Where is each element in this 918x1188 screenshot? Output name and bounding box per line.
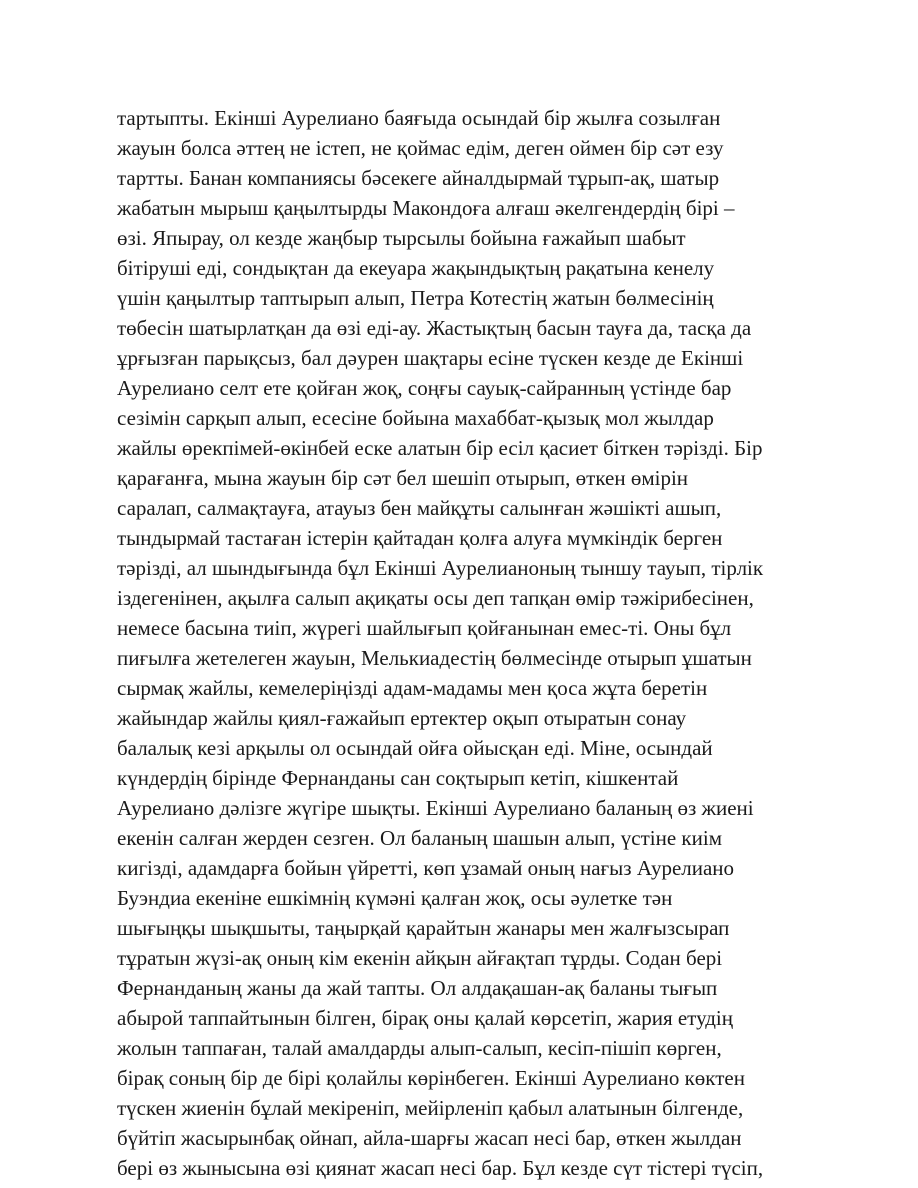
text-line: кигізді, адамдарға бойын үйретті, көп ұзамай оның нағыз Аурелиано	[117, 856, 735, 880]
text-line: қарағанға, мына жауын бір сәт бел шешіп отырып, өткен өмірін	[117, 466, 689, 490]
text-line: жабатын мырыш қаңылтырды Макондоға алғаш әкелгендердің бірі –	[117, 196, 735, 220]
text-line: жауын болса әттең не істеп, не қоймас едім, деген оймен бір сәт езу	[117, 136, 724, 160]
text-line: балалық кезі арқылы ол осындай ойға ойысқан еді. Міне, осындай	[117, 736, 713, 760]
body-text	[117, 103, 817, 1183]
text-line: бітіруші еді, сондықтан да екеуара жақындықтың рақатына кенелу	[117, 256, 715, 280]
text-line: сырмақ жайлы, кемелеріңізді адам-мадамы мен қоса жұта беретін	[117, 676, 708, 700]
text-line: тұратын жүзі-ақ оның кім екенін айқын айғақтап тұрды. Содан бері	[117, 946, 723, 970]
text-line: тәрізді, ал шындығында бұл Екінші Аурелианоның тыншу тауып, тірлік	[117, 556, 764, 580]
text-line: Аурелиано селт ете қойған жоқ, соңғы сауық-сайранның үстінде бар	[117, 376, 732, 400]
text-line: Фернанданың жаны да жай тапты. Ол алдақашан-ақ баланы тығып	[117, 976, 718, 1000]
text-line: төбесін шатырлатқан да өзі еді-ау. Жастықтың басын тауға да, тасқа да	[117, 316, 752, 340]
text-line: бүйтіп жасырынбақ ойнап, айла-шарғы жасап несі бар, өткен жылдан	[117, 1126, 742, 1150]
text-line: немесе басына тиіп, жүрегі шайлығып қойғанынан емес-ті. Оны бұл	[117, 616, 732, 640]
text-line: Аурелиано дәлізге жүгіре шықты. Екінші Аурелиано баланың өз жиені	[117, 796, 754, 820]
text-line: ұрғызған парықсыз, бал дәурен шақтары есіне түскен кезде де Екінші	[117, 346, 744, 370]
text-line: абырой таппайтынын білген, бірақ оны қалай көрсетіп, жария етудің	[117, 1006, 734, 1030]
text-line: өзі. Япырау, ол кезде жаңбыр тырсылы бойына ғажайып шабыт	[117, 226, 686, 250]
text-line: бірақ соның бір де бірі қолайлы көрінбеген. Екінші Аурелиано көктен	[117, 1066, 745, 1090]
text-line: пиғылға жетелеген жауын, Мелькиадестің бөлмесінде отырып ұшатын	[117, 646, 752, 670]
text-line: түскен жиенін бұлай мекіреніп, мейірленіп қабыл алатынын білгенде,	[117, 1096, 744, 1120]
text-line: тартты. Банан компаниясы бәсекеге айналдырмай тұрып-ақ, шатыр	[117, 166, 720, 190]
text-line: екенін салған жерден сезген. Ол баланың шашын алып, үстіне киім	[117, 826, 723, 850]
text-line: жайындар жайлы қиял-ғажайып ертектер оқып отыратын сонау	[117, 706, 687, 730]
text-line: үшін қаңылтыр таптырып алып, Петра Котестің жатын бөлмесінің	[117, 286, 714, 310]
text-line: саралап, салмақтауға, атауыз бен майқұты салынған жәшікті ашып,	[117, 496, 722, 520]
text-line: тындырмай тастаған істерін қайтадан қолға алуға мүмкіндік берген	[117, 526, 723, 550]
text-line: шығыңқы шықшыты, таңырқай қарайтын жанары мен жалғызсырап	[117, 916, 730, 940]
text-line: Буэндиа екеніне ешкімнің күмәні қалған жоқ, осы әулетке тән	[117, 886, 673, 910]
text-line: тартыпты. Екінші Аурелиано баяғыда осындай бір жылға созылған	[117, 106, 721, 130]
text-line: іздегенінен, ақылға салып ақиқаты осы деп тапқан өмір тәжірибесінен,	[117, 586, 754, 610]
text-line: жолын таппаған, талай амалдарды алып-салып, кесіп-пішіп көрген,	[117, 1036, 722, 1060]
text-line: жайлы өрекпімей-өкінбей еске алатын бір есіл қасиет біткен тәрізді. Бір	[117, 436, 763, 460]
text-line: сезімін сарқып алып, есесіне бойына махаббат-қызық мол жылдар	[117, 406, 714, 430]
text-line: бері өз жынысына өзі қиянат жасап несі бар. Бұл кезде сүт тістері түсіп,	[117, 1156, 764, 1180]
text-line: күндердің бірінде Фернанданы сан соқтырып кетіп, кішкентай	[117, 766, 679, 790]
